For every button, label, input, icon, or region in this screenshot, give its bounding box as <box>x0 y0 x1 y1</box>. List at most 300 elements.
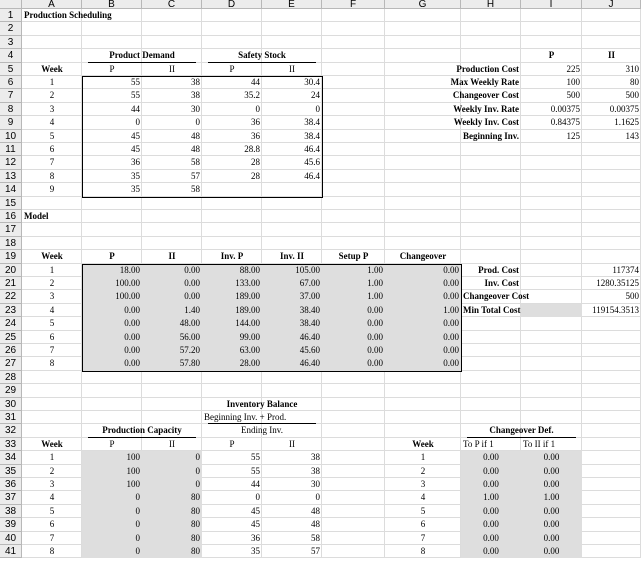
changeover-to-ii[interactable]: 0.00 <box>543 532 560 543</box>
sheet-title[interactable]: Production Scheduling <box>24 10 112 20</box>
grid-cell[interactable] <box>521 197 582 210</box>
param-p-value[interactable]: 500 <box>566 90 580 101</box>
param-p-value[interactable]: 125 <box>566 130 580 141</box>
row-header-15[interactable]: 15 <box>0 197 22 210</box>
demand-value[interactable]: 58 <box>191 157 200 168</box>
grid-cell[interactable] <box>521 384 582 397</box>
row-header-35[interactable]: 35 <box>0 465 22 478</box>
param-ii-value[interactable]: 143 <box>625 130 639 141</box>
model-value[interactable]: 63.00 <box>239 345 260 355</box>
capacity-value[interactable]: 38 <box>311 465 320 476</box>
grid-cell[interactable] <box>322 491 385 504</box>
grid-cell[interactable] <box>385 183 461 196</box>
grid-cell[interactable] <box>461 36 521 49</box>
changeover-to-ii[interactable]: 0.00 <box>543 519 560 530</box>
param-ii-value[interactable]: 1.1625 <box>614 117 639 128</box>
grid-cell[interactable] <box>82 36 142 49</box>
grid-cell[interactable] <box>262 36 322 49</box>
grid-cell[interactable] <box>461 357 521 370</box>
model-value[interactable]: 144.00 <box>235 318 260 329</box>
capacity-value[interactable]: 0 <box>135 546 140 556</box>
changeover-to-ii[interactable]: 0.00 <box>543 465 560 476</box>
demand-value[interactable]: 44 <box>251 77 260 87</box>
grid-cell[interactable] <box>385 197 461 210</box>
model-value[interactable]: 99.00 <box>239 331 260 342</box>
changeover-def-header[interactable]: Changeover Def. <box>489 425 554 436</box>
demand-value[interactable]: 28.8 <box>244 144 260 154</box>
model-value[interactable]: 1.00 <box>367 278 383 288</box>
demand-value[interactable]: 38 <box>191 77 200 87</box>
capacity-value[interactable]: 35 <box>251 546 260 556</box>
model-value[interactable]: 0.00 <box>124 331 140 342</box>
grid-cell[interactable] <box>461 170 521 183</box>
demand-value[interactable]: 48 <box>191 130 200 141</box>
safety-ii-header[interactable]: II <box>289 63 295 74</box>
demand-value[interactable]: 36 <box>131 157 140 168</box>
grid-cell[interactable] <box>385 22 461 35</box>
grid-cell[interactable] <box>322 518 385 531</box>
demand-value[interactable]: 35.2 <box>244 90 260 101</box>
model-week[interactable]: 5 <box>49 318 55 329</box>
capacity-value[interactable]: 44 <box>251 479 260 489</box>
row-header-38[interactable]: 38 <box>0 505 22 518</box>
demand-value[interactable]: 36 <box>251 130 260 141</box>
grid-cell[interactable] <box>22 36 82 49</box>
changeover-to-p[interactable]: 0.00 <box>483 479 499 489</box>
demand-week[interactable]: 1 <box>49 77 55 87</box>
grid-cell[interactable] <box>521 170 582 183</box>
grid-cell[interactable] <box>385 237 461 250</box>
grid-cell[interactable] <box>22 49 82 62</box>
param-label[interactable]: Weekly Inv. Rate <box>453 103 519 114</box>
grid-cell[interactable] <box>22 424 82 437</box>
grid-cell[interactable] <box>142 411 202 424</box>
grid-cell[interactable] <box>322 89 385 102</box>
demand-value[interactable]: 24 <box>311 90 320 101</box>
grid-cell[interactable] <box>461 223 521 236</box>
grid-cell[interactable] <box>582 9 641 22</box>
row-header-41[interactable]: 41 <box>0 545 22 558</box>
row-header-8[interactable]: 8 <box>0 103 22 116</box>
grid-cell[interactable] <box>322 398 385 411</box>
model-value[interactable]: 0.00 <box>443 345 459 355</box>
demand-value[interactable]: 58 <box>191 184 200 195</box>
grid-cell[interactable] <box>461 398 521 411</box>
row-header-26[interactable]: 26 <box>0 344 22 357</box>
grid-cell[interactable] <box>582 223 641 236</box>
grid-cell[interactable] <box>322 22 385 35</box>
cost-label[interactable]: Inv. Cost <box>484 278 519 288</box>
grid-cell[interactable] <box>322 116 385 129</box>
grid-cell[interactable] <box>385 398 461 411</box>
capacity-week[interactable]: 1 <box>49 452 55 463</box>
model-value[interactable]: 18.00 <box>119 264 140 275</box>
demand-value[interactable]: 0 <box>135 117 140 128</box>
grid-cell[interactable] <box>22 223 82 236</box>
model-value[interactable]: 0.00 <box>443 318 459 329</box>
capacity-value[interactable]: 0 <box>135 532 140 543</box>
demand-value[interactable]: 55 <box>131 77 140 87</box>
demand-value[interactable]: 35 <box>131 184 140 195</box>
grid-cell[interactable] <box>142 384 202 397</box>
row-header-28[interactable]: 28 <box>0 371 22 384</box>
grid-cell[interactable] <box>322 478 385 491</box>
model-week[interactable]: 2 <box>49 278 55 288</box>
changeover-week-header[interactable]: Week <box>412 438 434 449</box>
grid-cell[interactable] <box>202 197 262 210</box>
capacity-value[interactable]: 80 <box>191 492 200 503</box>
grid-cell[interactable] <box>521 156 582 169</box>
capacity-value[interactable]: 0 <box>135 505 140 516</box>
grid-cell[interactable] <box>22 197 82 210</box>
grid-cell[interactable] <box>461 197 521 210</box>
model-header[interactable]: II <box>168 251 176 262</box>
capacity-value[interactable]: 80 <box>191 519 200 530</box>
grid-cell[interactable] <box>262 9 322 22</box>
grid-cell[interactable] <box>262 197 322 210</box>
model-value[interactable]: 37.00 <box>299 291 320 302</box>
column-header-F[interactable]: F <box>322 0 385 9</box>
param-label[interactable]: Weekly Inv. Cost <box>453 117 519 128</box>
model-week[interactable]: 8 <box>49 358 55 369</box>
grid-cell[interactable] <box>461 371 521 384</box>
grid-cell[interactable] <box>142 22 202 35</box>
row-header-25[interactable]: 25 <box>0 331 22 344</box>
changeover-to-p[interactable]: 0.00 <box>483 546 499 556</box>
row-header-27[interactable]: 27 <box>0 357 22 370</box>
grid-cell[interactable] <box>262 384 322 397</box>
grid-cell[interactable] <box>461 183 521 196</box>
row-header-22[interactable]: 22 <box>0 290 22 303</box>
model-value[interactable]: 0.00 <box>367 345 383 355</box>
param-label[interactable]: Beginning Inv. <box>462 130 519 141</box>
grid-cell[interactable] <box>22 22 82 35</box>
grid-cell[interactable] <box>582 197 641 210</box>
model-value[interactable]: 1.00 <box>443 304 459 315</box>
capacity-value[interactable]: 80 <box>191 532 200 543</box>
grid-cell[interactable] <box>142 36 202 49</box>
column-header-J[interactable]: J <box>582 0 641 9</box>
model-week[interactable]: 4 <box>49 304 55 315</box>
grid-cell[interactable] <box>385 170 461 183</box>
row-header-32[interactable]: 32 <box>0 424 22 437</box>
demand-week[interactable]: 8 <box>49 170 55 181</box>
grid-cell[interactable] <box>582 532 641 545</box>
capacity-value[interactable]: 55 <box>251 452 260 463</box>
grid-cell[interactable] <box>461 49 521 62</box>
model-header[interactable]: Setup P <box>338 251 369 262</box>
model-value[interactable]: 133.00 <box>235 278 260 288</box>
param-p-value[interactable]: 225 <box>566 63 580 74</box>
column-header-G[interactable]: G <box>385 0 461 9</box>
beginning-inv-prod-label[interactable]: Beginning Inv. + Prod. <box>204 412 287 422</box>
grid-cell[interactable] <box>461 210 521 223</box>
grid-cell[interactable] <box>582 317 641 330</box>
changeover-week[interactable]: 2 <box>420 465 426 476</box>
grid-cell[interactable] <box>322 197 385 210</box>
demand-value[interactable]: 44 <box>131 103 140 114</box>
ending-inv-label[interactable]: Ending Inv. <box>241 425 283 436</box>
row-header-30[interactable]: 30 <box>0 398 22 411</box>
grid-cell[interactable] <box>22 237 82 250</box>
demand-week[interactable]: 4 <box>49 117 55 128</box>
model-week[interactable]: 6 <box>49 331 55 342</box>
grid-cell[interactable] <box>461 344 521 357</box>
cost-value[interactable]: 500 <box>625 291 639 302</box>
column-header-B[interactable]: B <box>82 0 142 9</box>
grid-cell[interactable] <box>22 411 82 424</box>
changeover-to-ii[interactable]: 1.00 <box>543 492 560 503</box>
param-ii-header[interactable]: II <box>607 50 615 61</box>
grid-cell[interactable] <box>82 398 142 411</box>
changeover-to-ii[interactable]: 0.00 <box>543 546 560 556</box>
demand-value[interactable]: 45.6 <box>304 157 320 168</box>
capacity-value[interactable]: 55 <box>251 465 260 476</box>
safety-stock-header[interactable]: Safety Stock <box>238 50 286 61</box>
changeover-week[interactable]: 6 <box>420 519 426 530</box>
grid-cell[interactable] <box>385 156 461 169</box>
model-value[interactable]: 38.40 <box>299 318 320 329</box>
grid-cell[interactable] <box>521 183 582 196</box>
capacity-value[interactable]: 0 <box>255 492 260 503</box>
grid-cell[interactable] <box>582 478 641 491</box>
capacity-value[interactable]: 57 <box>311 546 320 556</box>
grid-cell[interactable] <box>582 183 641 196</box>
grid-cell[interactable] <box>202 22 262 35</box>
param-p-value[interactable]: 0.84375 <box>550 117 580 128</box>
row-header-1[interactable]: 1 <box>0 9 22 22</box>
to-p-header[interactable]: To P if 1 <box>463 438 494 449</box>
row-header-20[interactable]: 20 <box>0 264 22 277</box>
model-value[interactable]: 48.00 <box>179 318 200 329</box>
model-value[interactable]: 0.00 <box>443 278 459 288</box>
capacity-value[interactable]: 0 <box>135 519 140 530</box>
grid-cell[interactable] <box>521 317 582 330</box>
grid-cell[interactable] <box>582 210 641 223</box>
changeover-to-p[interactable]: 0.00 <box>483 532 499 543</box>
grid-cell[interactable] <box>582 384 641 397</box>
grid-cell[interactable] <box>582 505 641 518</box>
param-ii-value[interactable]: 0.00375 <box>609 103 639 114</box>
param-p-value[interactable]: 100 <box>566 77 580 87</box>
changeover-to-p[interactable]: 0.00 <box>483 519 499 530</box>
grid-cell[interactable] <box>582 545 641 558</box>
grid-cell[interactable] <box>322 237 385 250</box>
row-header-6[interactable]: 6 <box>0 76 22 89</box>
param-ii-value[interactable]: 80 <box>630 77 639 87</box>
product-demand-header[interactable]: Product Demand <box>109 50 175 61</box>
row-header-37[interactable]: 37 <box>0 491 22 504</box>
demand-week[interactable]: 2 <box>49 90 55 101</box>
capacity-week[interactable]: 3 <box>49 479 55 489</box>
grid-cell[interactable] <box>385 384 461 397</box>
cost-value[interactable]: 119154.3513 <box>592 304 639 315</box>
grid-cell[interactable] <box>322 532 385 545</box>
model-header[interactable]: Changeover <box>399 251 447 262</box>
row-header-2[interactable]: 2 <box>0 22 22 35</box>
grid-cell[interactable] <box>461 411 521 424</box>
grid-cell[interactable] <box>322 411 385 424</box>
demand-value[interactable]: 30 <box>191 103 200 114</box>
safety-p-header[interactable]: P <box>229 63 235 74</box>
capacity-ii-header[interactable]: II <box>169 438 175 449</box>
grid-cell[interactable] <box>322 36 385 49</box>
grid-cell[interactable] <box>202 371 262 384</box>
grid-cell[interactable] <box>262 210 322 223</box>
grid-cell[interactable] <box>322 156 385 169</box>
demand-week[interactable]: 7 <box>49 157 55 168</box>
model-header[interactable]: Inv. P <box>220 251 244 262</box>
capacity-week[interactable]: 5 <box>49 505 55 516</box>
grid-cell[interactable] <box>385 371 461 384</box>
grid-cell[interactable] <box>142 210 202 223</box>
grid-cell[interactable] <box>385 9 461 22</box>
demand-value[interactable]: 48 <box>191 144 200 154</box>
grid-cell[interactable] <box>461 250 521 263</box>
grid-cell[interactable] <box>322 465 385 478</box>
demand-value[interactable]: 28 <box>251 170 260 181</box>
capacity-value[interactable]: 45 <box>251 519 260 530</box>
grid-cell[interactable] <box>322 505 385 518</box>
demand-value[interactable]: 57 <box>191 170 200 181</box>
row-header-14[interactable]: 14 <box>0 183 22 196</box>
demand-value[interactable]: 35 <box>131 170 140 181</box>
model-header[interactable]: Week <box>41 251 63 262</box>
cost-label[interactable]: Prod. Cost <box>478 264 519 275</box>
row-header-18[interactable]: 18 <box>0 237 22 250</box>
grid-cell[interactable] <box>521 371 582 384</box>
model-value[interactable]: 189.00 <box>235 304 260 315</box>
grid-cell[interactable] <box>262 223 322 236</box>
capacity-value[interactable]: 0 <box>195 479 200 489</box>
demand-value[interactable]: 46.4 <box>304 144 320 154</box>
model-value[interactable]: 0.00 <box>443 264 459 275</box>
demand-week[interactable]: 9 <box>49 184 55 195</box>
grid-cell[interactable] <box>202 237 262 250</box>
changeover-week[interactable]: 4 <box>420 492 426 503</box>
grid-cell[interactable] <box>521 9 582 22</box>
grid-cell[interactable] <box>322 143 385 156</box>
demand-value[interactable]: 0 <box>195 117 200 128</box>
row-header-36[interactable]: 36 <box>0 478 22 491</box>
capacity-value[interactable]: 38 <box>311 452 320 463</box>
model-value[interactable]: 0.00 <box>184 278 200 288</box>
grid-cell[interactable] <box>521 22 582 35</box>
inventory-balance-header[interactable]: Inventory Balance <box>226 398 298 409</box>
grid-cell[interactable] <box>322 76 385 89</box>
grid-cell[interactable] <box>202 9 262 22</box>
grid-cell[interactable] <box>582 491 641 504</box>
model-value[interactable]: 0.00 <box>184 264 200 275</box>
grid-cell[interactable] <box>322 371 385 384</box>
row-header-34[interactable]: 34 <box>0 451 22 464</box>
demand-value[interactable]: 38.4 <box>304 130 320 141</box>
model-value[interactable]: 56.00 <box>179 331 200 342</box>
changeover-to-p[interactable]: 0.00 <box>483 465 499 476</box>
model-value[interactable]: 45.60 <box>299 345 320 355</box>
model-value[interactable]: 46.40 <box>299 331 320 342</box>
grid-cell[interactable] <box>582 518 641 531</box>
row-header-9[interactable]: 9 <box>0 116 22 129</box>
grid-cell[interactable] <box>22 384 82 397</box>
select-all-corner[interactable] <box>0 0 22 9</box>
model-value[interactable]: 57.20 <box>179 345 200 355</box>
row-header-40[interactable]: 40 <box>0 532 22 545</box>
capacity-week-header[interactable]: Week <box>41 438 63 449</box>
column-header-C[interactable]: C <box>142 0 202 9</box>
grid-cell[interactable] <box>385 36 461 49</box>
changeover-week[interactable]: 3 <box>420 479 426 489</box>
grid-cell[interactable] <box>385 223 461 236</box>
model-value[interactable]: 0.00 <box>367 358 383 369</box>
capacity-week[interactable]: 2 <box>49 465 55 476</box>
capacity-week[interactable]: 4 <box>49 492 55 503</box>
grid-cell[interactable] <box>521 411 582 424</box>
demand-value[interactable] <box>202 183 262 196</box>
changeover-to-ii[interactable]: 0.00 <box>543 452 560 463</box>
model-value[interactable]: 1.40 <box>184 304 200 315</box>
grid-cell[interactable] <box>582 411 641 424</box>
capacity-value[interactable]: 80 <box>191 505 200 516</box>
grid-cell[interactable] <box>322 223 385 236</box>
model-value[interactable]: 28.00 <box>239 358 260 369</box>
param-p-header[interactable]: P <box>548 50 555 61</box>
grid-cell[interactable] <box>461 9 521 22</box>
grid-cell[interactable] <box>582 170 641 183</box>
model-value[interactable]: 46.40 <box>299 358 320 369</box>
demand-value[interactable]: 28 <box>251 157 260 168</box>
grid-cell[interactable] <box>262 371 322 384</box>
row-header-24[interactable]: 24 <box>0 317 22 330</box>
column-header-E[interactable]: E <box>262 0 322 9</box>
changeover-to-ii[interactable]: 0.00 <box>543 505 560 516</box>
grid-cell[interactable] <box>142 223 202 236</box>
row-header-31[interactable]: 31 <box>0 411 22 424</box>
grid-cell[interactable] <box>262 22 322 35</box>
demand-value[interactable]: 30.4 <box>304 77 320 87</box>
grid-cell[interactable] <box>82 411 142 424</box>
grid-cell[interactable] <box>521 36 582 49</box>
capacity-p-header[interactable]: P <box>109 438 115 449</box>
capacity-value[interactable]: 36 <box>251 532 260 543</box>
model-value[interactable]: 0.00 <box>184 291 200 302</box>
row-header-23[interactable]: 23 <box>0 304 22 317</box>
demand-value[interactable]: 38.4 <box>304 117 320 128</box>
grid-cell[interactable] <box>82 384 142 397</box>
param-label[interactable]: Production Cost <box>456 63 519 74</box>
grid-cell[interactable] <box>521 344 582 357</box>
row-header-29[interactable]: 29 <box>0 384 22 397</box>
demand-value[interactable]: 36 <box>251 117 260 128</box>
row-header-5[interactable]: 5 <box>0 63 22 76</box>
capacity-value[interactable]: 0 <box>135 492 140 503</box>
model-value[interactable]: 1.00 <box>367 291 383 302</box>
changeover-to-p[interactable]: 1.00 <box>483 492 499 503</box>
grid-cell[interactable] <box>461 143 521 156</box>
row-header-39[interactable]: 39 <box>0 518 22 531</box>
grid-cell[interactable] <box>521 237 582 250</box>
grid-cell[interactable] <box>582 398 641 411</box>
grid-cell[interactable] <box>582 36 641 49</box>
grid-cell[interactable] <box>461 317 521 330</box>
cost-label[interactable]: Min Total Cost <box>463 304 521 315</box>
capacity-value[interactable]: 0 <box>315 492 320 503</box>
row-header-11[interactable]: 11 <box>0 143 22 156</box>
grid-cell[interactable] <box>582 438 641 451</box>
grid-cell[interactable] <box>202 223 262 236</box>
grid-cell[interactable] <box>322 210 385 223</box>
demand-ii-header[interactable]: II <box>169 63 175 74</box>
